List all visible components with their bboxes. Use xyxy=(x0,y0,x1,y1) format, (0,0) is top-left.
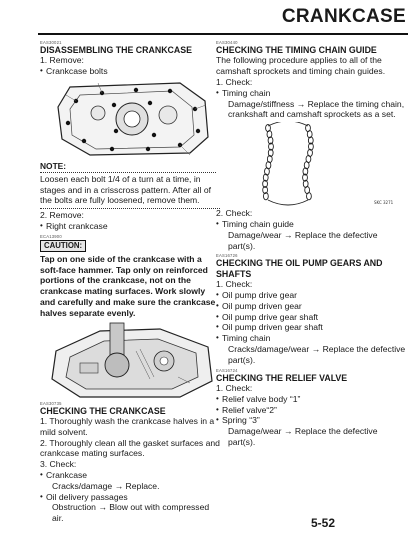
note-rule xyxy=(40,208,220,209)
step: 1. Thoroughly wash the crankcase halves in a mild solvent. xyxy=(40,415,215,437)
page-title: CRANKCASE xyxy=(281,6,406,27)
crankcase-separation-illustration xyxy=(40,321,220,399)
bullet-detail: Cracks/damage → Replace. xyxy=(52,480,160,491)
step: 1. Remove: xyxy=(40,55,84,66)
bullet-item: • Timing chain xyxy=(216,333,406,344)
section-title-disassembling: DISASSEMBLING THE CRANKCASE xyxy=(40,45,192,55)
bullet-item: • Crankcase xyxy=(40,470,220,481)
crankcase-figure xyxy=(40,321,220,399)
bullet-item: • Timing chain xyxy=(216,88,406,99)
timing-chain-figure xyxy=(216,122,406,208)
step: 2. Check: xyxy=(216,208,253,219)
step: 1. Check: xyxy=(216,279,253,290)
bullet-item: • Crankcase bolts xyxy=(40,66,220,77)
bullet-detail: Damage/stiffness → Replace the timing chain, crankshaft and camshaft sprockets as a set. xyxy=(228,98,405,120)
bullet-detail: Obstruction → Blow out with compressed air. xyxy=(52,502,210,524)
step: 2. Remove: xyxy=(40,210,84,221)
page-number: 5-52 xyxy=(310,516,336,530)
section-title-timing-chain-guide: CHECKING THE TIMING CHAIN GUIDE xyxy=(216,45,377,55)
note-text: Loosen each bolt 1/4 of a turn at a time, in stages and in a crisscross pattern. After all of the bolts are fully loosened, remove them. xyxy=(40,173,212,206)
bullet-item: • Oil delivery passages xyxy=(40,492,220,503)
section-code: EAS30735 xyxy=(40,400,62,406)
left-column xyxy=(40,38,220,524)
bullet-item: • Timing chain guide xyxy=(216,219,406,230)
bullet-detail: Cracks/damage/wear → Replace the defective part(s). xyxy=(228,343,406,365)
section-code: EAS16726 xyxy=(216,253,238,259)
bullet-item: • Right crankcase xyxy=(40,221,220,232)
note-label: NOTE: xyxy=(40,161,220,173)
step: 1. Check: xyxy=(216,77,253,87)
section-title-checking-crankcase: CHECKING THE CRANKCASE xyxy=(40,405,166,416)
timing-chain-illustration xyxy=(216,122,406,208)
bullet-item: • Relief valve“2” xyxy=(216,405,406,416)
caution-text: Tap on one side of the crankcase with a soft-face hammer. Tap only on reinforced portions of the crankcase, not on the crankcase mating surfaces. Work slowly and carefully and make sure the crankcase halves separate evenly. xyxy=(40,253,216,318)
section-code: EAS16724 xyxy=(216,367,238,373)
step: 2. Thoroughly clean all the gasket surfaces and crankcase mating surfaces. xyxy=(40,437,220,459)
section-title-relief-valve: CHECKING THE RELIEF VALVE xyxy=(216,372,348,383)
section-code: EAS30021 xyxy=(40,40,62,45)
crankcase-bolts-figure xyxy=(40,79,220,159)
caution-label: CAUTION: xyxy=(40,240,86,252)
bullet-item: • Relief valve body “1” xyxy=(216,394,406,405)
header-rule xyxy=(38,33,408,35)
intro-text: The following procedure applies to all of the camshaft sprockets and timing chain guides. xyxy=(216,55,386,77)
section-title-oil-pump: CHECKING THE OIL PUMP GEARS AND SHAFTS xyxy=(216,258,383,279)
caution-code: ECA13900 xyxy=(40,233,62,239)
bullet-item: • Oil pump drive gear shaft xyxy=(216,312,406,323)
bullet-item: • Spring “3” xyxy=(216,415,406,426)
bullet-item: • Oil pump drive gear xyxy=(216,290,406,301)
bullet-detail: Damage/wear → Replace the defective part(s). xyxy=(228,229,378,251)
bullet-item: • Oil pump driven gear xyxy=(216,301,406,312)
step: 1. Check: xyxy=(216,382,253,393)
crankcase-bolts-illustration xyxy=(40,79,220,159)
figure-code: SKC 3271 xyxy=(374,200,394,206)
section-code: EAS30440 xyxy=(216,40,238,45)
step: 3. Check: xyxy=(40,459,77,470)
bullet-item: • Oil pump driven gear shaft xyxy=(216,322,406,333)
right-column xyxy=(216,38,406,448)
bullet-detail: Damage/wear → Replace the defective part(s). xyxy=(228,426,378,447)
